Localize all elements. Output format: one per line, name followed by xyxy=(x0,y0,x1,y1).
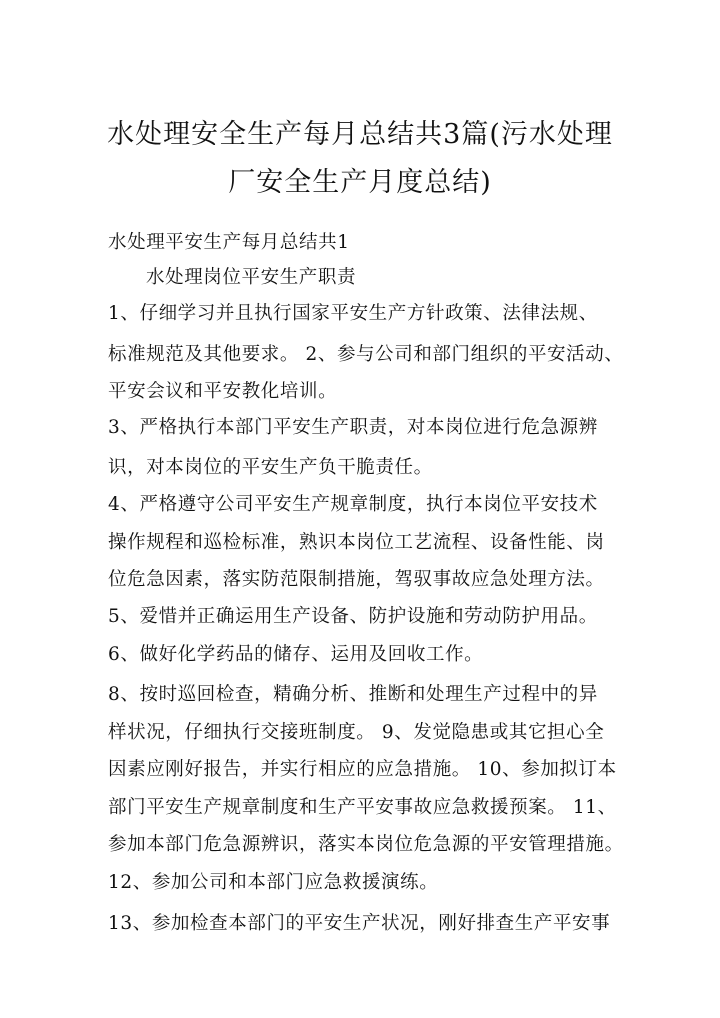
document-title-line-1: 水处理安全生产每月总结共3篇(污水处理 xyxy=(107,119,613,150)
body-line: 1、仔细学习并且执行国家平安生产方针政策、法律法规、 xyxy=(108,303,598,324)
body-line: 因素应刚好报告，并实行相应的应急措施。 10、参加拟订本 xyxy=(108,759,617,780)
body-line: 6、做好化学药品的储存、运用及回收工作。 xyxy=(108,644,484,665)
body-line: 参加本部门危急源辨识，落实本岗位危急源的平安管理措施。 xyxy=(108,834,624,855)
body-line: 操作规程和巡检标准，熟识本岗位工艺流程、设备性能、岗 xyxy=(108,532,605,553)
body-line: 4、严格遵守公司平安生产规章制度，执行本岗位平安技术 xyxy=(108,494,598,515)
body-line: 样状况，仔细执行交接班制度。 9、发觉隐患或其它担心全 xyxy=(108,722,605,743)
body-line: 5、爱惜并正确运用生产设备、防护设施和劳动防护用品。 xyxy=(108,606,598,627)
body-line: 3、严格执行本部门平安生产职责，对本岗位进行危急源辨 xyxy=(108,417,598,438)
body-line: 8、按时巡回检查，精确分析、推断和处理生产过程中的异 xyxy=(108,684,598,705)
body-line: 部门平安生产规章制度和生产平安事故应急救援预案。 11、 xyxy=(108,797,617,818)
body-line: 位危急因素，落实防范限制措施，驾驭事故应急处理方法。 xyxy=(108,569,605,590)
body-line: 平安会议和平安教化培训。 xyxy=(108,381,338,402)
body-line: 13、参加检查本部门的平安生产状况，刚好排查生产平安事 xyxy=(108,913,611,934)
section-heading: 水处理平安生产每月总结共1 xyxy=(108,232,350,253)
body-line: 标准规范及其他要求。 2、参与公司和部门组织的平安活动、 xyxy=(108,344,624,365)
body-line: 识，对本岗位的平安生产负干脆责任。 xyxy=(108,457,433,478)
subheading: 水处理岗位平安生产职责 xyxy=(146,267,357,288)
body-line: 12、参加公司和本部门应急救援演练。 xyxy=(108,872,439,893)
document-title-line-2: 厂安全生产月度总结) xyxy=(228,167,492,198)
